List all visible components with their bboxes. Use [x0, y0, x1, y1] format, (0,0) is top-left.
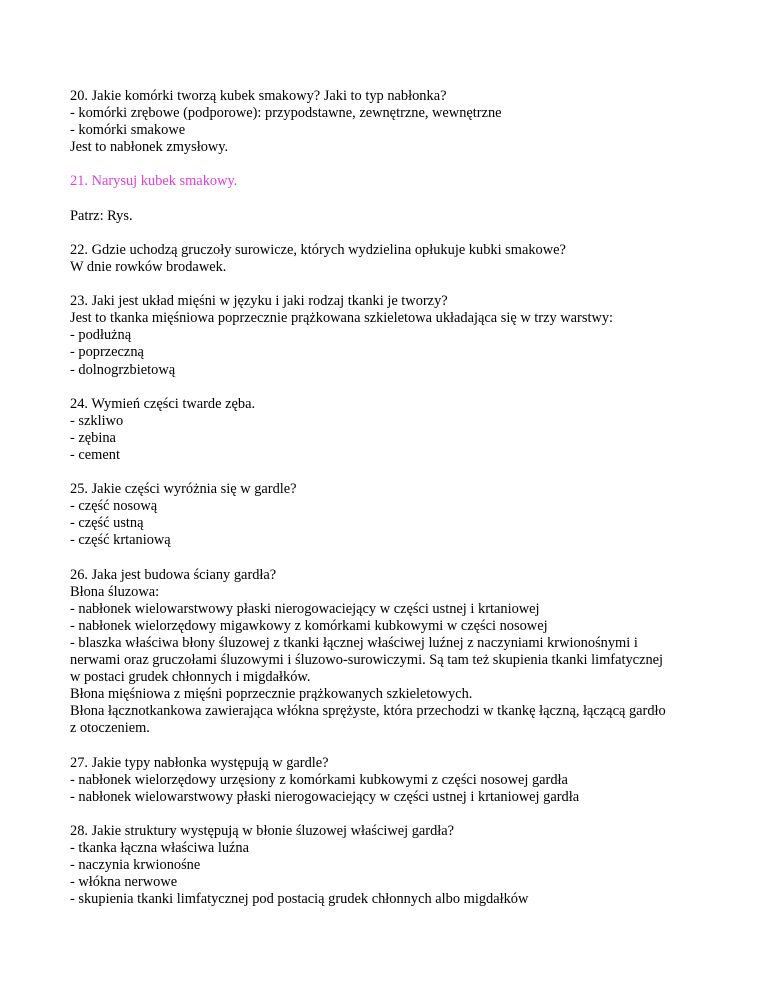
spacer — [70, 806, 700, 823]
spacer — [70, 191, 700, 208]
answer-line: Błona mięśniowa z mięśni poprzecznie prążkowanych szkieletowych. — [70, 686, 473, 703]
question-28: 28. Jakie struktury występują w błonie śluzowej właściwej gardła? — [70, 823, 455, 840]
answer-line: z otoczeniem. — [70, 720, 150, 737]
spacer — [70, 738, 700, 755]
section-q26 — [70, 567, 700, 738]
answer-line: - dolnogrzbietową — [70, 361, 176, 378]
answer-line: - włókna nerwowe — [70, 874, 178, 891]
section-q22 — [70, 242, 700, 276]
question-23: 23. Jaki jest układ mięśni w języku i jaki rodzaj tkanki je tworzy? — [70, 293, 448, 310]
section-q27 — [70, 755, 700, 806]
question-22: 22. Gdzie uchodzą gruczoły surowicze, których wydzielina opłukuje kubki smakowe? — [70, 241, 566, 258]
answer-line: nerwami oraz gruczołami śluzowymi i śluzowo-surowiczymi. Są tam też skupienia tkanki limfatycznej — [70, 652, 664, 669]
answer-line: - naczynia krwionośne — [70, 857, 201, 874]
spacer — [70, 156, 700, 173]
answer-line: - nabłonek wielowarstwowy płaski nierogowaciejący w części ustnej i krtaniowej gardła — [70, 788, 580, 805]
answer-line: w postaci grudek chłonnych i migdałków. — [70, 669, 311, 686]
answer-line: - część nosową — [70, 498, 158, 515]
question-27: 27. Jakie typy nabłonka występują w gardle? — [70, 754, 329, 771]
spacer — [70, 225, 700, 242]
answer-line: - zębina — [70, 429, 116, 446]
answer-line: - poprzeczną — [70, 344, 144, 361]
answer-line: Błona śluzowa: — [70, 583, 160, 600]
answer-line: - komórki zrębowe (podporowe): przypodstawne, zewnętrzne, wewnętrzne — [70, 105, 502, 122]
spacer — [70, 464, 700, 481]
answer-line: - blaszka właściwa błony śluzowej z tkanki łącznej właściwej luźnej z naczyniami krwionośnymi i — [70, 635, 638, 651]
answer-line: - nabłonek wielorzędowy migawkowy z komórkami kubkowymi w części nosowej — [70, 617, 548, 634]
answer-line: Jest to tkanka mięśniowa poprzecznie prążkowana szkieletowa układająca się w trzy warstwy: — [70, 310, 614, 327]
section-q24 — [70, 396, 700, 464]
section-q20 — [70, 88, 700, 156]
section-q21-answer — [70, 208, 700, 225]
answer-line: - część krtaniową — [70, 532, 171, 549]
answer-line: - skupienia tkanki limfatycznej pod postacią grudek chłonnych albo migdałków — [70, 891, 529, 908]
answer-line: - nabłonek wielorzędowy urzęsiony z komórkami kubkowymi z części nosowej gardła — [70, 771, 568, 788]
question-21: 21. Narysuj kubek smakowy. — [70, 173, 238, 190]
section-q23 — [70, 293, 700, 378]
answer-line: W dnie rowków brodawek. — [70, 258, 227, 275]
answer-line: - szkliwo — [70, 412, 124, 429]
answer-line: - część ustną — [70, 515, 144, 532]
answer-line: - podłużną — [70, 327, 132, 344]
question-20: 20. Jakie komórki tworzą kubek smakowy? Jaki to typ nabłonka? — [70, 88, 447, 104]
answer-line: Patrz: Rys. — [70, 207, 133, 224]
answer-line: - nabłonek wielowarstwowy płaski nierogowaciejący w części ustnej i krtaniowej — [70, 600, 540, 617]
section-q28 — [70, 823, 700, 908]
question-24: 24. Wymień części twarde zęba. — [70, 395, 256, 412]
spacer — [70, 276, 700, 293]
answer-line: Błona łącznotkankowa zawierająca włókna sprężyste, która przechodzi w tkankę łączną, łączącą gardło — [70, 703, 666, 720]
document-page — [70, 88, 700, 909]
answer-line: - tkanka łączna właściwa luźna — [70, 840, 249, 857]
question-25: 25. Jakie części wyróżnia się w gardle? — [70, 481, 297, 498]
answer-line: Jest to nabłonek zmysłowy. — [70, 139, 229, 156]
spacer — [70, 379, 700, 396]
answer-line: - cement — [70, 446, 120, 463]
section-q25 — [70, 481, 700, 549]
answer-line: - komórki smakowe — [70, 122, 186, 139]
spacer — [70, 550, 700, 567]
section-q21 — [70, 173, 700, 190]
question-26: 26. Jaka jest budowa ściany gardła? — [70, 566, 277, 583]
